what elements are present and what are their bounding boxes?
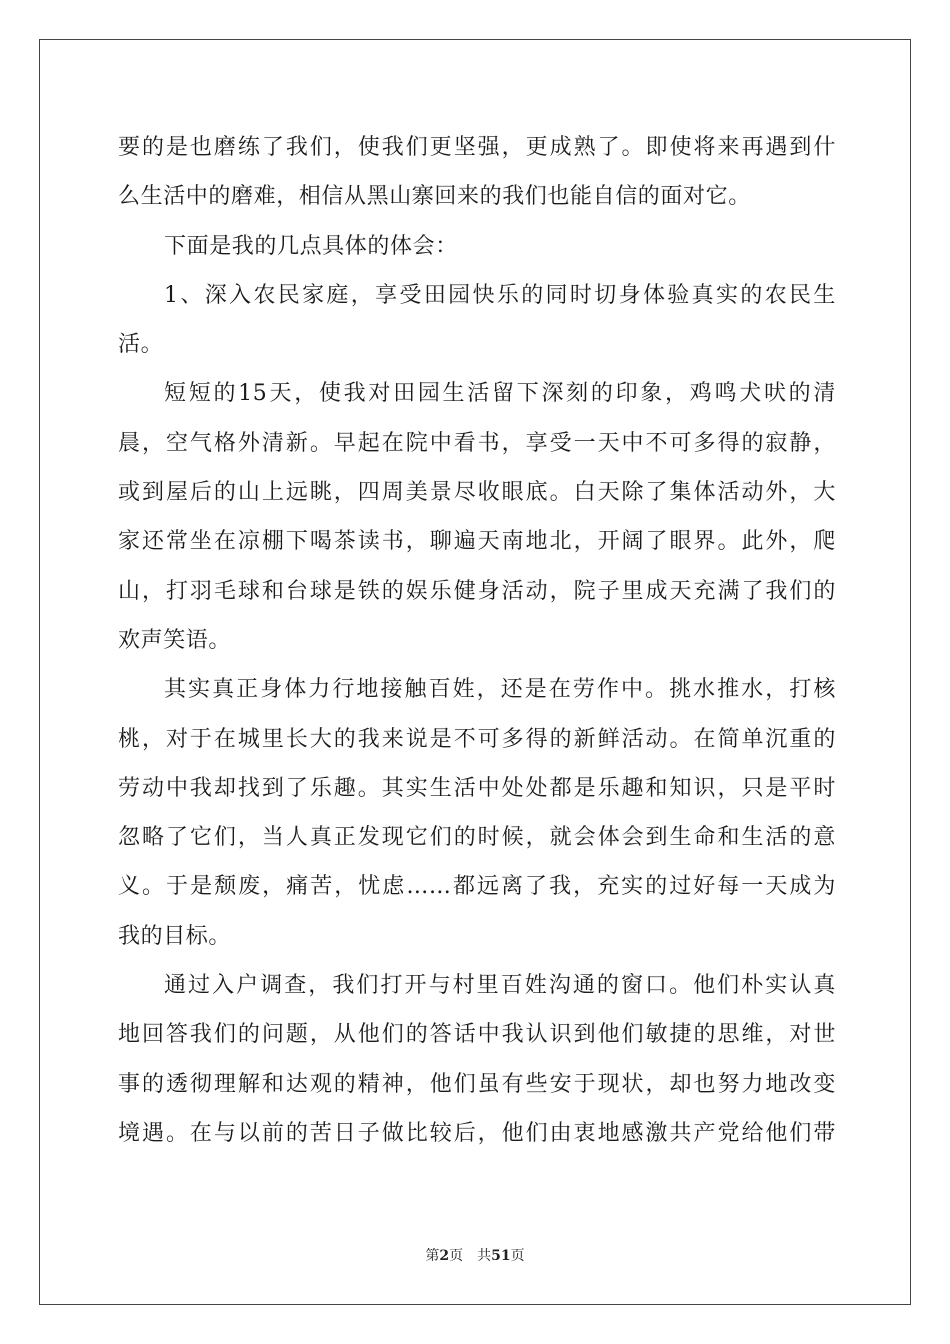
text-line: 短短的15天，使我对田园生活留下深刻的印象，鸡鸣犬吠的清	[164, 381, 836, 407]
total-pages: 51	[491, 1248, 511, 1264]
text-line: 活。	[118, 332, 164, 358]
text-line: 么生活中的磨难，相信从黑山寨回来的我们也能自信的面对它。	[118, 184, 751, 210]
page-number: 2	[439, 1248, 450, 1264]
text-line: 地回答我们的问题，从他们的答话中我认识到他们敏捷的思维，对世	[118, 1022, 836, 1048]
text-line: 忽略了它们，当人真正发现它们的时候，就会体会到生命和生活的意	[118, 825, 836, 851]
text-line: 事的透彻理解和达观的精神，他们虽有些安于现状，却也努力地改变	[118, 1071, 836, 1097]
text-line: 境遇。在与以前的苦日子做比较后，他们由衷地感激共产党给他们带	[118, 1120, 836, 1146]
text-line: 或到屋后的山上远眺，四周美景尽收眼底。白天除了集体活动外，大	[118, 480, 836, 506]
text-line: 山，打羽毛球和台球是铁的娱乐健身活动，院子里成天充满了我们的	[118, 578, 836, 604]
text-line: 我的目标。	[118, 923, 232, 949]
text-line: 其实真正身体力行地接触百姓，还是在劳作中。挑水推水，打核	[164, 677, 836, 703]
page-footer	[0, 1247, 950, 1265]
text-line: 欢声笑语。	[118, 627, 232, 653]
total-suffix: 页	[510, 1248, 525, 1264]
text-line: 下面是我的几点具体的体会：	[164, 233, 458, 259]
total-prefix: 共	[477, 1248, 492, 1264]
document-body	[118, 123, 836, 1158]
text-line: 劳动中我却找到了乐趣。其实生活中处处都是乐趣和知识，只是平时	[118, 775, 836, 801]
text-line: 义。于是颓废，痛苦，忧虑……都远离了我，充实的过好每一天成为	[118, 874, 836, 900]
text-line: 1、深入农民家庭，享受田园快乐的同时切身体验真实的农民生	[164, 282, 836, 308]
text-line: 家还常坐在凉棚下喝茶读书，聊遍天南地北，开阔了眼界。此外，爬	[118, 529, 836, 555]
text-line: 要的是也磨练了我们，使我们更坚强，更成熟了。即使将来再遇到什	[118, 135, 836, 160]
text-line: 桃，对于在城里长大的我来说是不可多得的新鲜活动。在简单沉重的	[118, 726, 836, 752]
page-prefix: 第	[425, 1248, 440, 1264]
text-line: 晨，空气格外清新。早起在院中看书，享受一天中不可多得的寂静，	[118, 430, 836, 456]
text-line: 通过入户调查，我们打开与村里百姓沟通的窗口。他们朴实认真	[164, 973, 836, 999]
page-suffix: 页	[449, 1248, 464, 1264]
